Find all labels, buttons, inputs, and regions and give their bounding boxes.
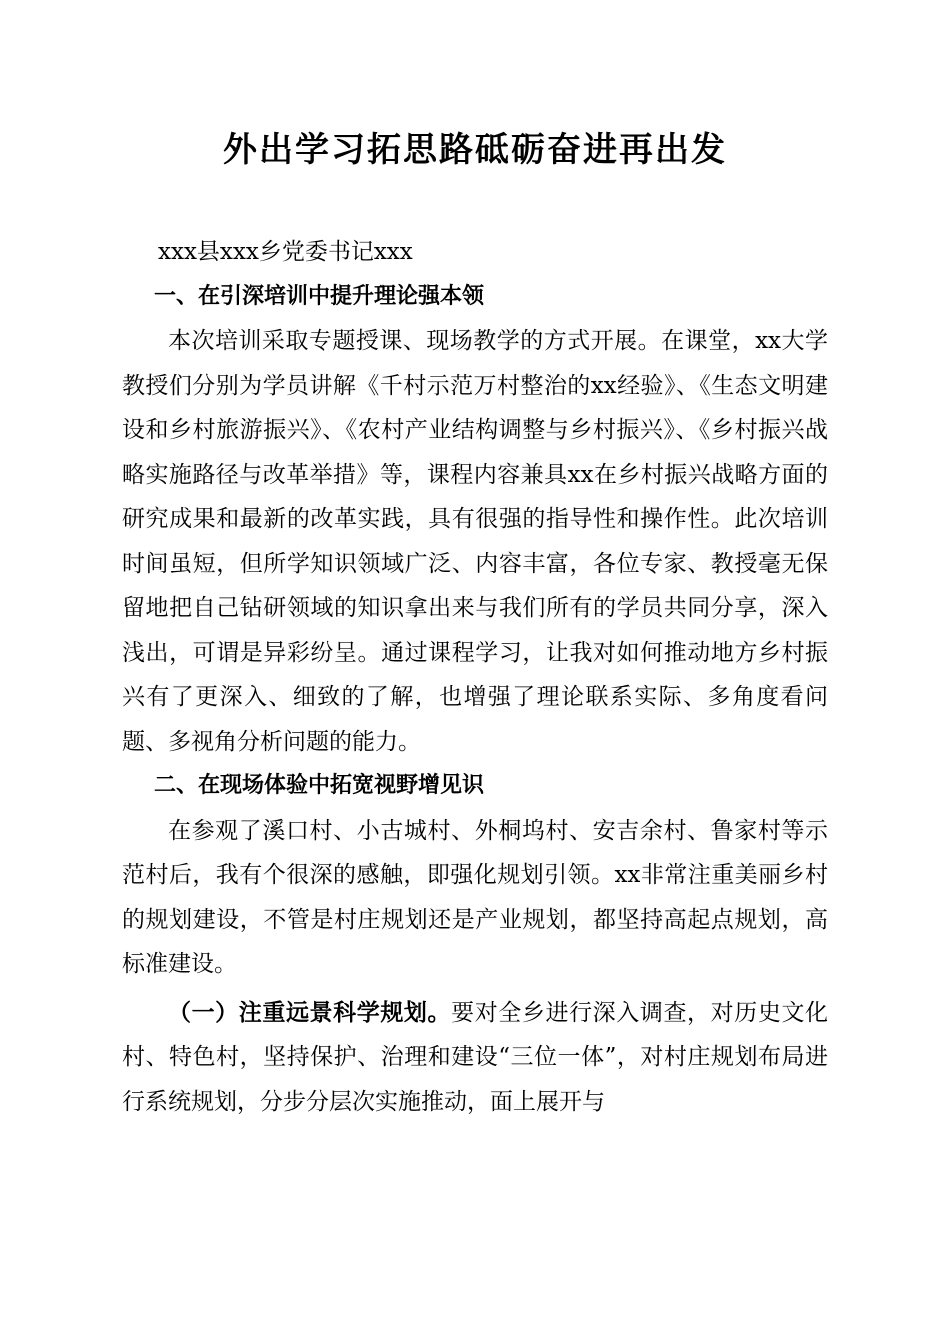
subsection-1-paragraph [122,991,828,1125]
section-heading-1: 一、在引深培训中提升理论强本领 [154,283,485,309]
section-2-paragraph: 在参观了溪口村、小古城村、外桐坞村、安吉余村、鲁家村等示范村后，我有个很深的感触，即强化规划引领。xx非常注重美丽乡村的规划建设，不管是村庄规划还是产业规划，都坚持高起点规划，高标准建设。 [122,817,828,977]
document-body [122,230,828,1124]
subsection-1-text: 要对全乡进行深入调查，对历史文化村、特色村，坚持保护、治理和建设“三位一体”，对村庄规划布局进行系统规划，分步分层次实施推动，面上展开与 [122,999,829,1115]
author-line: xxx县xxx乡党委书记xxx [158,239,413,265]
document-title: 外出学习拓思路砥砺奋进再出发 [223,130,727,170]
subsection-1-lead: （一）注重远景科学规划。 [168,998,452,1026]
section-1-paragraph: 本次培训采取专题授课、现场教学的方式开展。在课堂，xx大学教授们分别为学员讲解《千村示范万村整治的xx经验》、《生态文明建设和乡村旅游振兴》、《农村产业结构调整与乡村振兴》、《乡村振兴战略实施路径与改革举措》等，课程内容兼具xx在乡村振兴战略方面的研究成果和最新的改革实践，具有很强的指导性和操作性。此次培训时间虽短，但所学知识领域广泛、内容丰富，各位专家、教授毫无保留地把自己钻研领域的知识拿出来与我们所有的学员共同分享，深入浅出，可谓是异彩纷呈。通过课程学习，让我对如何推动地方乡村振兴有了更深入、细致的了解，也增强了理论联系实际、多角度看问题、多视角分析问题的能力。 [122,328,828,755]
section-heading-2: 二、在现场体验中拓宽视野增见识 [154,773,485,798]
